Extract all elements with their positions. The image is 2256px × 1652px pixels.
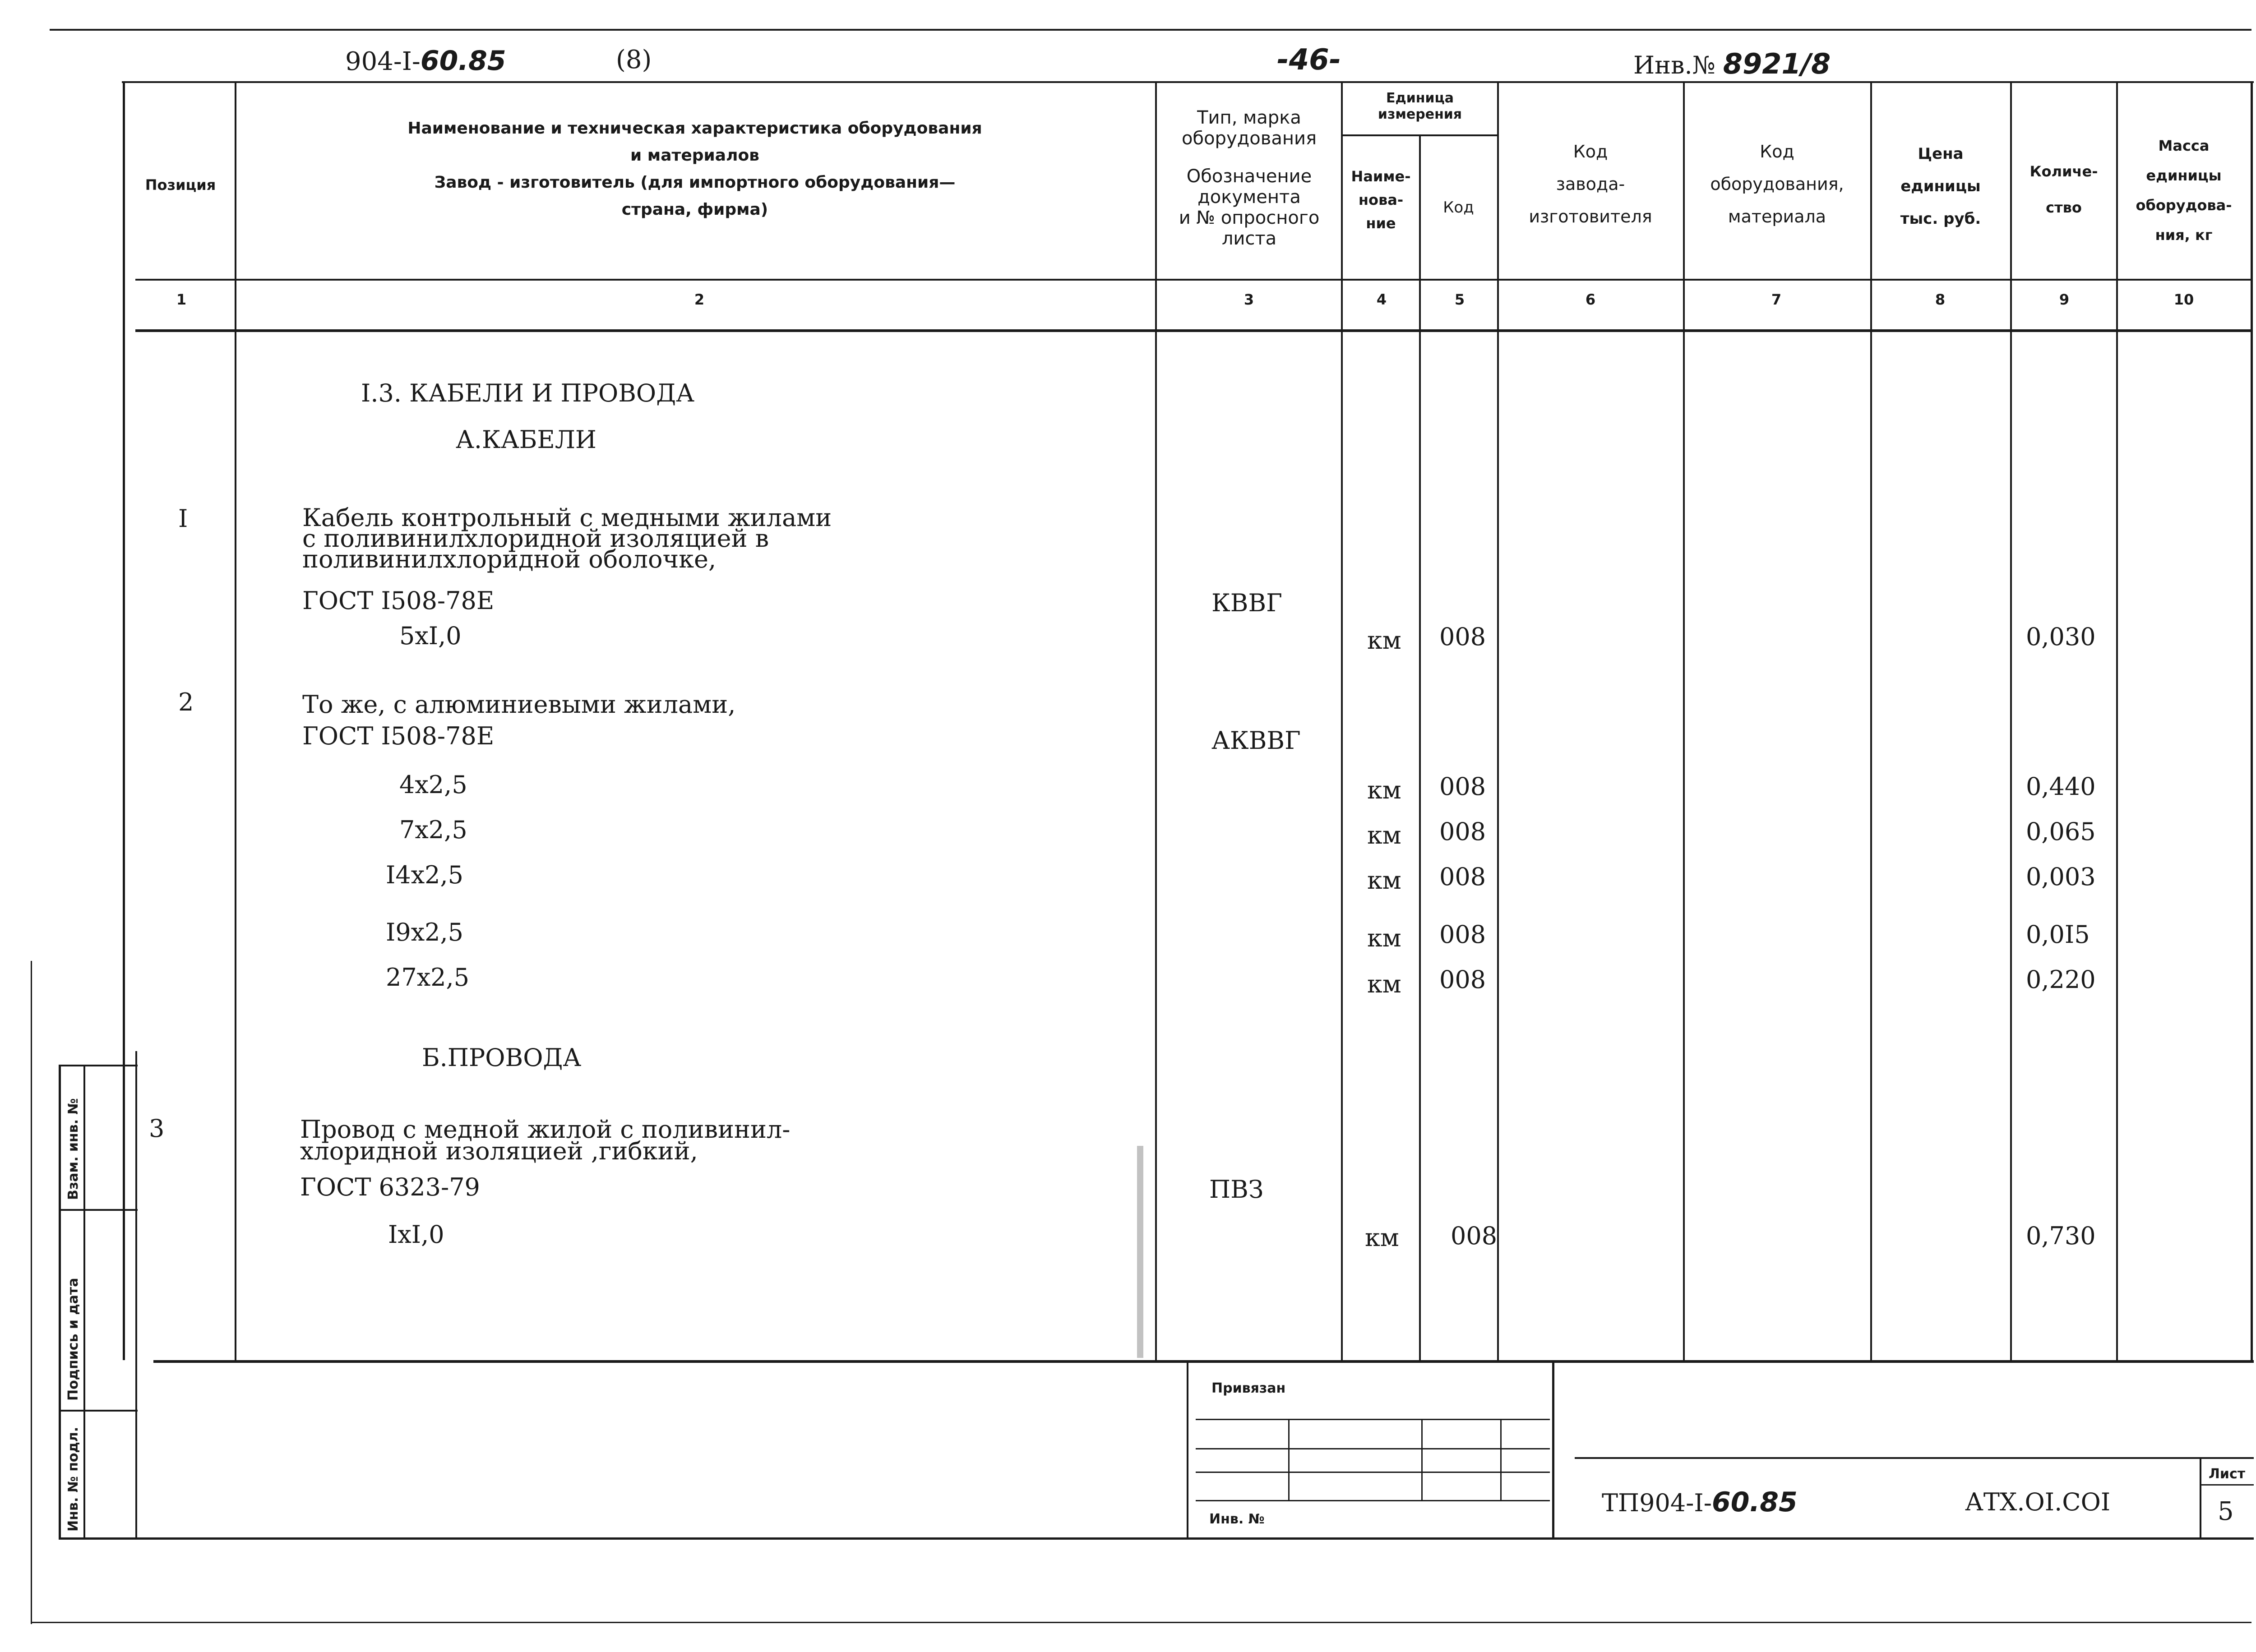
- sep-6: [1683, 81, 1685, 1360]
- item-3-desc: Провод с медной жилой с поливинил- хлоридной изоляцией ,гибкий,: [300, 1115, 791, 1165]
- item-3-mark: ПВЗ: [1209, 1175, 1264, 1204]
- subsection-a: А.КАБЕЛИ: [456, 425, 597, 454]
- colnum-8: 8: [1935, 291, 1946, 308]
- col4-header: Наиме- нова- ние: [1351, 168, 1411, 232]
- colnum-2: 2: [694, 291, 705, 308]
- item-1-gost: ГОСТ I508-78Е: [302, 586, 495, 615]
- item-2-qty-3: 0,003: [2026, 863, 2096, 891]
- sep-4: [1419, 135, 1421, 1360]
- page-number: -46-: [1277, 43, 1341, 77]
- item-2-size-4: I9x2,5: [386, 918, 464, 946]
- item-1-pos: I: [178, 504, 188, 533]
- item-2-size-5: 27x2,5: [386, 963, 470, 992]
- col2-header: Наименование и техническая характеристика оборудования и материалов Завод - изготовитель (для импортного оборудования— страна, фирма): [407, 119, 982, 219]
- tp-code: ТП904-I-60.85: [1602, 1486, 1798, 1518]
- subsection-b: Б.ПРОВОДА: [422, 1043, 582, 1072]
- sep-5: [1497, 81, 1499, 1360]
- colnum-4: 4: [1376, 291, 1387, 308]
- item-1-unit: км: [1367, 626, 1401, 655]
- col9-header: Количе- ство: [2029, 163, 2098, 216]
- privyazan-vsep-2: [1421, 1419, 1423, 1500]
- item-2-gost: ГОСТ I508-78Е: [302, 722, 495, 750]
- privyazan-row-4: [1196, 1500, 1550, 1501]
- item-2-code-5: 008: [1439, 965, 1486, 994]
- privyazan-vsep-3: [1500, 1419, 1502, 1500]
- item-2-code-2: 008: [1439, 817, 1486, 846]
- item-2-unit-4: км: [1367, 924, 1401, 952]
- list-label: Лист: [2209, 1466, 2246, 1482]
- sep-9: [2116, 81, 2118, 1360]
- side-label-podpis: Подпись и дата: [65, 1278, 81, 1401]
- item-2-unit-5: км: [1367, 970, 1401, 998]
- item-2-desc: То же, с алюминиевыми жилами,: [302, 690, 736, 719]
- item-2-size-1: 4x2,5: [399, 771, 467, 799]
- side-strip-right: [135, 1051, 137, 1538]
- item-1-size: 5xI,0: [399, 622, 462, 650]
- item-2-pos: 2: [178, 688, 194, 716]
- inv-number: 8921/8: [1723, 47, 1831, 80]
- col3-header: Тип, марка оборудования Обозначение документа и № опросного листа: [1179, 107, 1320, 249]
- list-sep: [2200, 1457, 2201, 1537]
- outer-bottom-rule: [32, 1622, 2251, 1623]
- item-3-code: 008: [1451, 1222, 1498, 1250]
- item-2-size-2: 7x2,5: [399, 816, 467, 844]
- side-strip-inner: [83, 1065, 85, 1538]
- sep-1: [235, 81, 236, 1360]
- item-3-qty: 0,730: [2026, 1222, 2096, 1250]
- item-2-unit-1: км: [1367, 776, 1401, 804]
- sheet-paren: (8): [616, 45, 652, 74]
- sep-7: [1870, 81, 1872, 1360]
- item-3-size: IxI,0: [388, 1220, 444, 1249]
- colnum-5: 5: [1454, 291, 1465, 308]
- privyazan-label: Привязан: [1211, 1380, 1286, 1396]
- item-3-gost: ГОСТ 6323-79: [300, 1173, 480, 1201]
- side-strip-div-2: [59, 1410, 138, 1412]
- side-strip-div-1: [59, 1209, 138, 1211]
- privyazan-vsep-1: [1288, 1419, 1290, 1500]
- item-3-unit: км: [1365, 1223, 1399, 1252]
- frame-right: [2251, 81, 2253, 1360]
- colnum-1: 1: [176, 291, 187, 308]
- side-strip-top: [59, 1065, 138, 1066]
- privyazan-row-1: [1196, 1419, 1550, 1420]
- item-2-code-3: 008: [1439, 863, 1486, 891]
- item-2-unit-2: км: [1367, 821, 1401, 849]
- frame-left: [123, 81, 125, 1360]
- colnum-6: 6: [1585, 291, 1596, 308]
- col6-header: Код завода- изготовителя: [1529, 142, 1652, 226]
- section-title: I.3. КАБЕЛИ И ПРОВОДА: [361, 379, 694, 407]
- sep-8: [2010, 81, 2012, 1360]
- side-strip-left: [59, 1065, 61, 1538]
- colnum-10: 10: [2173, 291, 2194, 308]
- list-sep-h: [2200, 1484, 2254, 1486]
- page-bottom-rule: [59, 1537, 2254, 1540]
- item-2-qty-2: 0,065: [2026, 817, 2096, 846]
- title-top-rule: [1575, 1457, 2254, 1459]
- item-2-qty-1: 0,440: [2026, 772, 2096, 801]
- body-bottom-rule: [153, 1360, 2254, 1363]
- top-rule-2: [122, 81, 2254, 83]
- side-label-vzam: Взам. инв. №: [65, 1098, 81, 1200]
- inv-no-label: Инв. №: [1209, 1511, 1265, 1527]
- col8-header: Цена единицы тыс. руб.: [1900, 145, 1981, 228]
- unit-group-rule: [1341, 134, 1497, 136]
- colnum-bottom: [135, 329, 2251, 332]
- side-label-inv-podl: Инв. № подл.: [65, 1426, 81, 1532]
- item-2-size-3: I4x2,5: [386, 861, 464, 889]
- item-1-code: 008: [1439, 623, 1486, 651]
- edge-line: [31, 961, 32, 1624]
- item-3-pos: 3: [149, 1114, 165, 1143]
- privyazan-left: [1187, 1360, 1188, 1537]
- item-2-code-4: 008: [1439, 920, 1486, 949]
- item-2-unit-3: км: [1367, 866, 1401, 895]
- privyazan-row-2: [1196, 1448, 1550, 1449]
- inv-label: Инв.№ 8921/8: [1633, 47, 1831, 80]
- col7-header: Код оборудования, материала: [1710, 142, 1844, 226]
- header-bottom: [135, 279, 2251, 281]
- privyazan-right: [1552, 1360, 1554, 1537]
- col5-header: Код: [1443, 198, 1474, 217]
- col1-header: Позиция: [145, 176, 216, 194]
- unit-group-header: Единица измерения: [1378, 90, 1462, 122]
- item-2-code-1: 008: [1439, 772, 1486, 801]
- item-1-mark: КВВГ: [1211, 589, 1282, 617]
- list-number: 5: [2218, 1497, 2234, 1526]
- colnum-9: 9: [2059, 291, 2070, 308]
- col10-header: Масса единицы оборудова- ния, кг: [2136, 137, 2232, 244]
- item-2-qty-4: 0,0I5: [2026, 920, 2090, 949]
- sep-3: [1341, 81, 1343, 1360]
- colnum-3: 3: [1244, 291, 1254, 308]
- sep-2: [1155, 81, 1157, 1360]
- item-2-qty-5: 0,220: [2026, 965, 2096, 994]
- privyazan-row-3: [1196, 1472, 1550, 1473]
- top-rule: [50, 29, 2251, 31]
- colnum-7: 7: [1771, 291, 1782, 308]
- scan-smudge: [1137, 1146, 1143, 1358]
- atx-code: АТХ.ОI.СОI: [1965, 1488, 2111, 1516]
- item-1-qty: 0,030: [2026, 623, 2096, 651]
- item-1-desc: Кабель контрольный с медными жилами с поливинилхлоридной изоляцией в поливинилхлоридной оболочке,: [302, 503, 832, 573]
- item-2-mark: АКВВГ: [1211, 726, 1301, 755]
- doc-series: 904-I-60.85: [345, 45, 506, 77]
